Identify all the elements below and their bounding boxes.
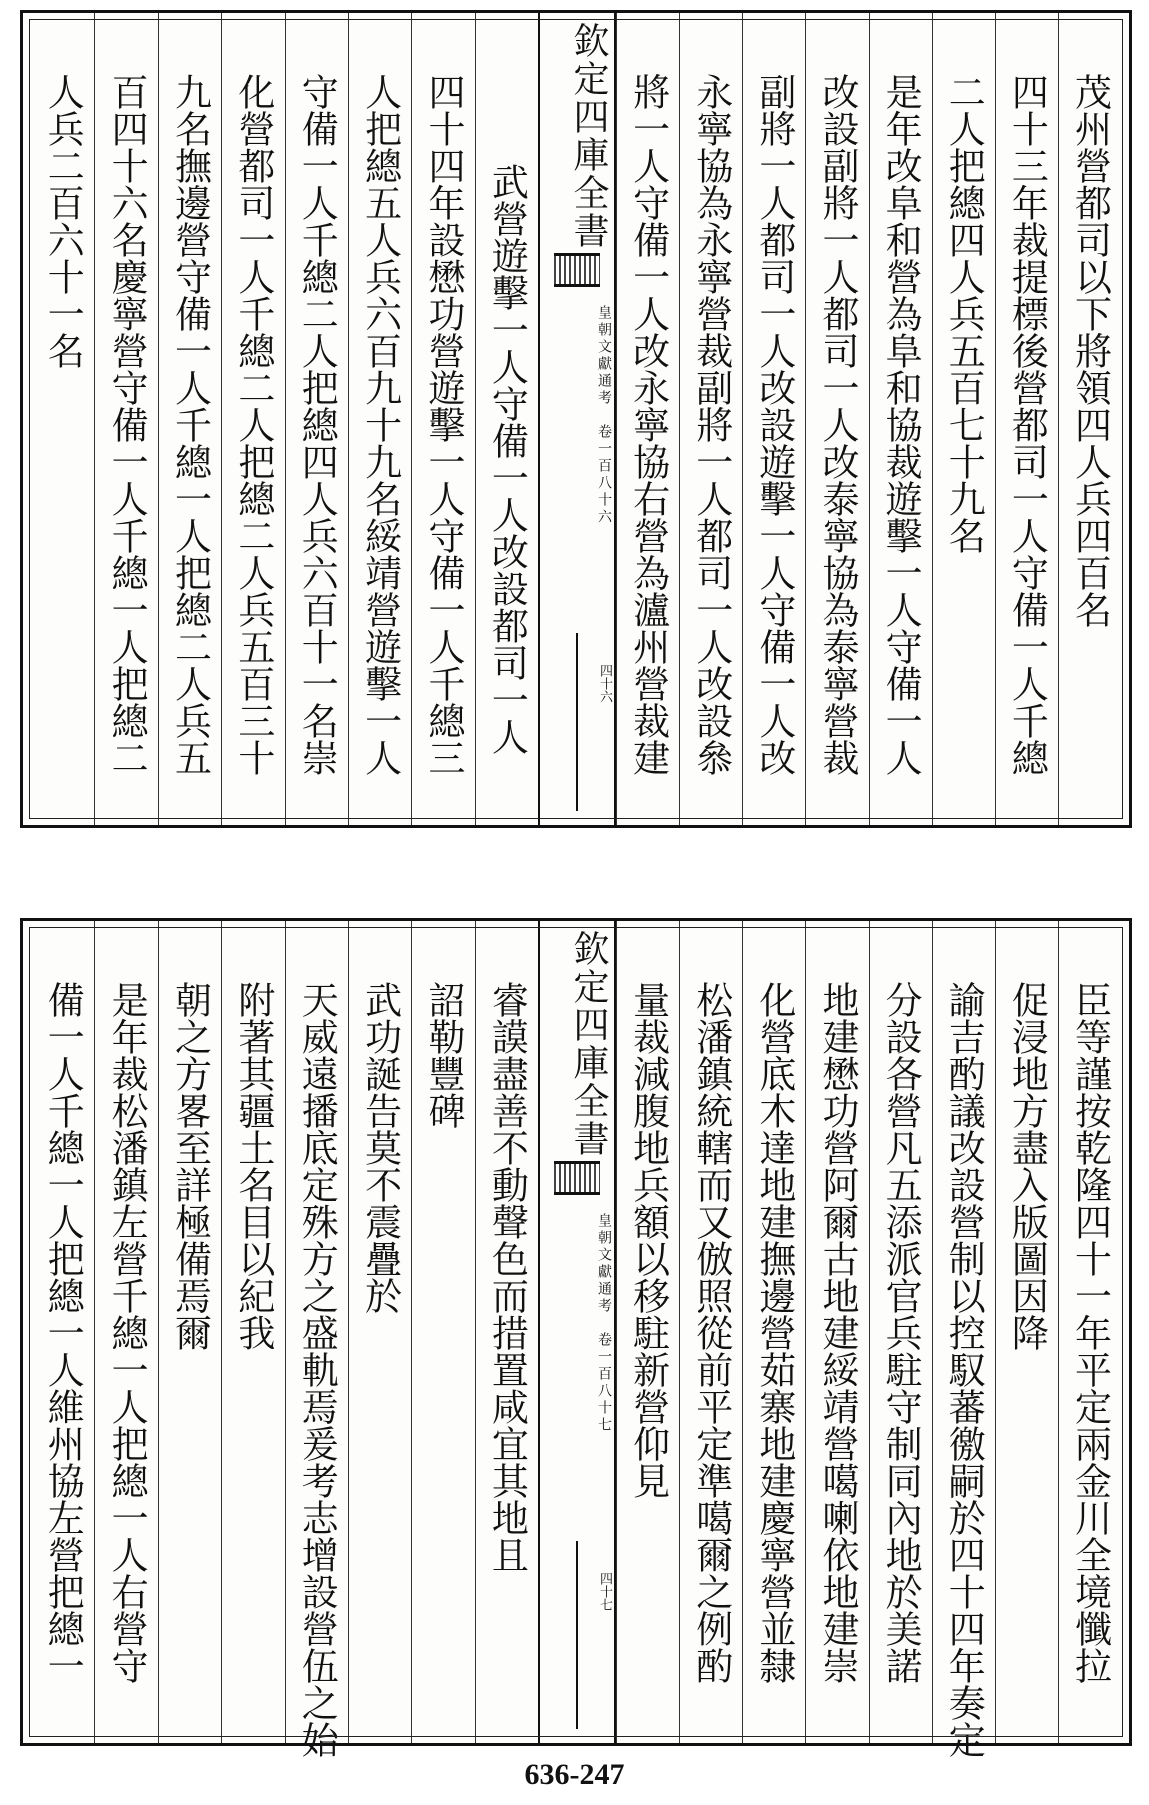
text-column xyxy=(616,13,679,825)
column-text: 四十三年裁提標後營都司一人守備一人千總 xyxy=(1005,73,1049,776)
text-column xyxy=(285,921,348,1758)
text-column xyxy=(805,921,868,1743)
column-text: 松潘鎮統轄而又倣照從前平定準噶爾之例酌 xyxy=(689,981,733,1684)
column-text: 二人把總四人兵五百七十九名 xyxy=(942,73,986,554)
column-text: 地建懋功營阿爾古地建綏靖營噶喇依地建崇 xyxy=(815,981,859,1684)
text-column xyxy=(221,921,284,1743)
banner-title: 欽定四庫全書 xyxy=(568,930,609,1158)
column-text: 是年改阜和營為阜和協裁遊擊一人守備一人 xyxy=(879,73,923,776)
banner-subtitle xyxy=(540,1203,614,1443)
banner-book-title: 皇朝文獻通考 xyxy=(596,304,612,407)
column-text: 永寧協為永寧營裁副將一人都司一人改設叅 xyxy=(689,73,733,776)
column-text: 促浸地方盡入版圖因降 xyxy=(1005,981,1049,1351)
text-column xyxy=(348,921,411,1743)
text-column xyxy=(805,13,868,825)
column-text: 天威遠播底定殊方之盛軌焉爰考志增設營伍之始 xyxy=(295,981,339,1758)
text-column xyxy=(94,921,157,1743)
column-text: 詔勒豐碑 xyxy=(421,981,465,1129)
column-text: 朝之方畧至詳極備焉爾 xyxy=(168,981,212,1351)
text-column xyxy=(31,13,94,825)
page-number: 636-247 xyxy=(524,1758,625,1791)
text-column xyxy=(411,921,474,1743)
banner-folio: 四十六 xyxy=(597,663,612,703)
column-text: 副將一人都司一人改設遊擊一人守備一人改 xyxy=(752,73,796,776)
text-column xyxy=(679,921,742,1743)
text-column xyxy=(869,921,932,1743)
text-column xyxy=(616,921,679,1743)
text-column xyxy=(932,13,995,825)
column-text: 武功誕告莫不震疊於 xyxy=(358,981,402,1314)
text-column xyxy=(742,13,805,825)
banner-volume: 卷一百八十七 xyxy=(596,1331,612,1434)
text-column xyxy=(475,921,538,1743)
column-text: 化營都司一人千總二人把總二人兵五百三十 xyxy=(231,73,275,776)
text-column xyxy=(1058,921,1121,1743)
text-column xyxy=(742,921,805,1743)
banner-volume: 卷一百八十六 xyxy=(596,423,612,526)
text-column xyxy=(158,13,221,825)
column-text: 附著其疆土名目以紀我 xyxy=(231,981,275,1351)
column-text: 守備一人千總二人把總四人兵六百十一名崇 xyxy=(295,73,339,776)
text-column xyxy=(995,921,1058,1743)
column-text: 睿謨盡善不動聲色而措置咸宜其地且 xyxy=(485,981,529,1573)
text-column xyxy=(411,13,474,825)
column-text: 改設副將一人都司一人改泰寧協為泰寧營裁 xyxy=(815,73,859,776)
center-banner xyxy=(538,13,616,825)
column-text: 人把總五人兵六百九十九名綏靖營遊擊一人 xyxy=(358,73,402,776)
column-text: 臣等謹按乾隆四十一年平定兩金川全境懺拉 xyxy=(1068,981,1112,1684)
column-text: 人兵二百六十一名 xyxy=(41,73,85,369)
banner-book-title: 皇朝文獻通考 xyxy=(596,1212,612,1315)
banner-subtitle xyxy=(540,295,614,535)
banner-folio: 四十七 xyxy=(597,1571,612,1611)
text-column xyxy=(679,13,742,825)
center-banner xyxy=(538,921,616,1743)
column-text: 諭吉酌議改設營制以控馭蕃徼嗣於四十四年奏定 xyxy=(942,981,986,1758)
text-column xyxy=(932,921,995,1758)
fishtail-mark xyxy=(554,253,600,287)
text-column xyxy=(285,13,348,825)
column-text: 百四十六名慶寧營守備一人千總一人把總二 xyxy=(105,73,149,776)
column-text: 將一人守備一人改永寧協右營為瀘州營裁建 xyxy=(626,73,670,776)
column-text: 武營遊擊一人守備一人改設都司一人 xyxy=(485,163,529,755)
text-column xyxy=(158,921,221,1743)
text-column xyxy=(94,13,157,825)
column-text: 化營底木達地建撫邊營茹寨地建慶寧營並隸 xyxy=(752,981,796,1684)
text-column xyxy=(869,13,932,825)
bottom-page xyxy=(20,918,1132,1758)
banner-title: 欽定四庫全書 xyxy=(568,22,609,250)
column-text: 是年裁松潘鎮左營千總一人把總一人右營守 xyxy=(105,981,149,1684)
top-page xyxy=(20,10,1132,828)
column-text: 茂州營都司以下將領四人兵四百名 xyxy=(1068,73,1112,628)
text-column xyxy=(221,13,284,825)
fishtail-mark xyxy=(554,1161,600,1195)
column-text: 九名撫邊營守備一人千總一人把總二人兵五 xyxy=(168,73,212,776)
column-text: 量裁減腹地兵額以移駐新營仰見 xyxy=(626,981,670,1499)
column-text: 備一人千總一人把總一人維州協左營把總一 xyxy=(41,981,85,1684)
text-column xyxy=(348,13,411,825)
text-column xyxy=(475,13,538,825)
column-text: 分設各營凡五添派官兵駐守制同內地於美諾 xyxy=(879,981,923,1684)
text-column xyxy=(31,921,94,1743)
text-column xyxy=(995,13,1058,825)
column-text: 四十四年設懋功營遊擊一人守備一人千總三 xyxy=(421,73,465,776)
text-column xyxy=(1058,13,1121,825)
